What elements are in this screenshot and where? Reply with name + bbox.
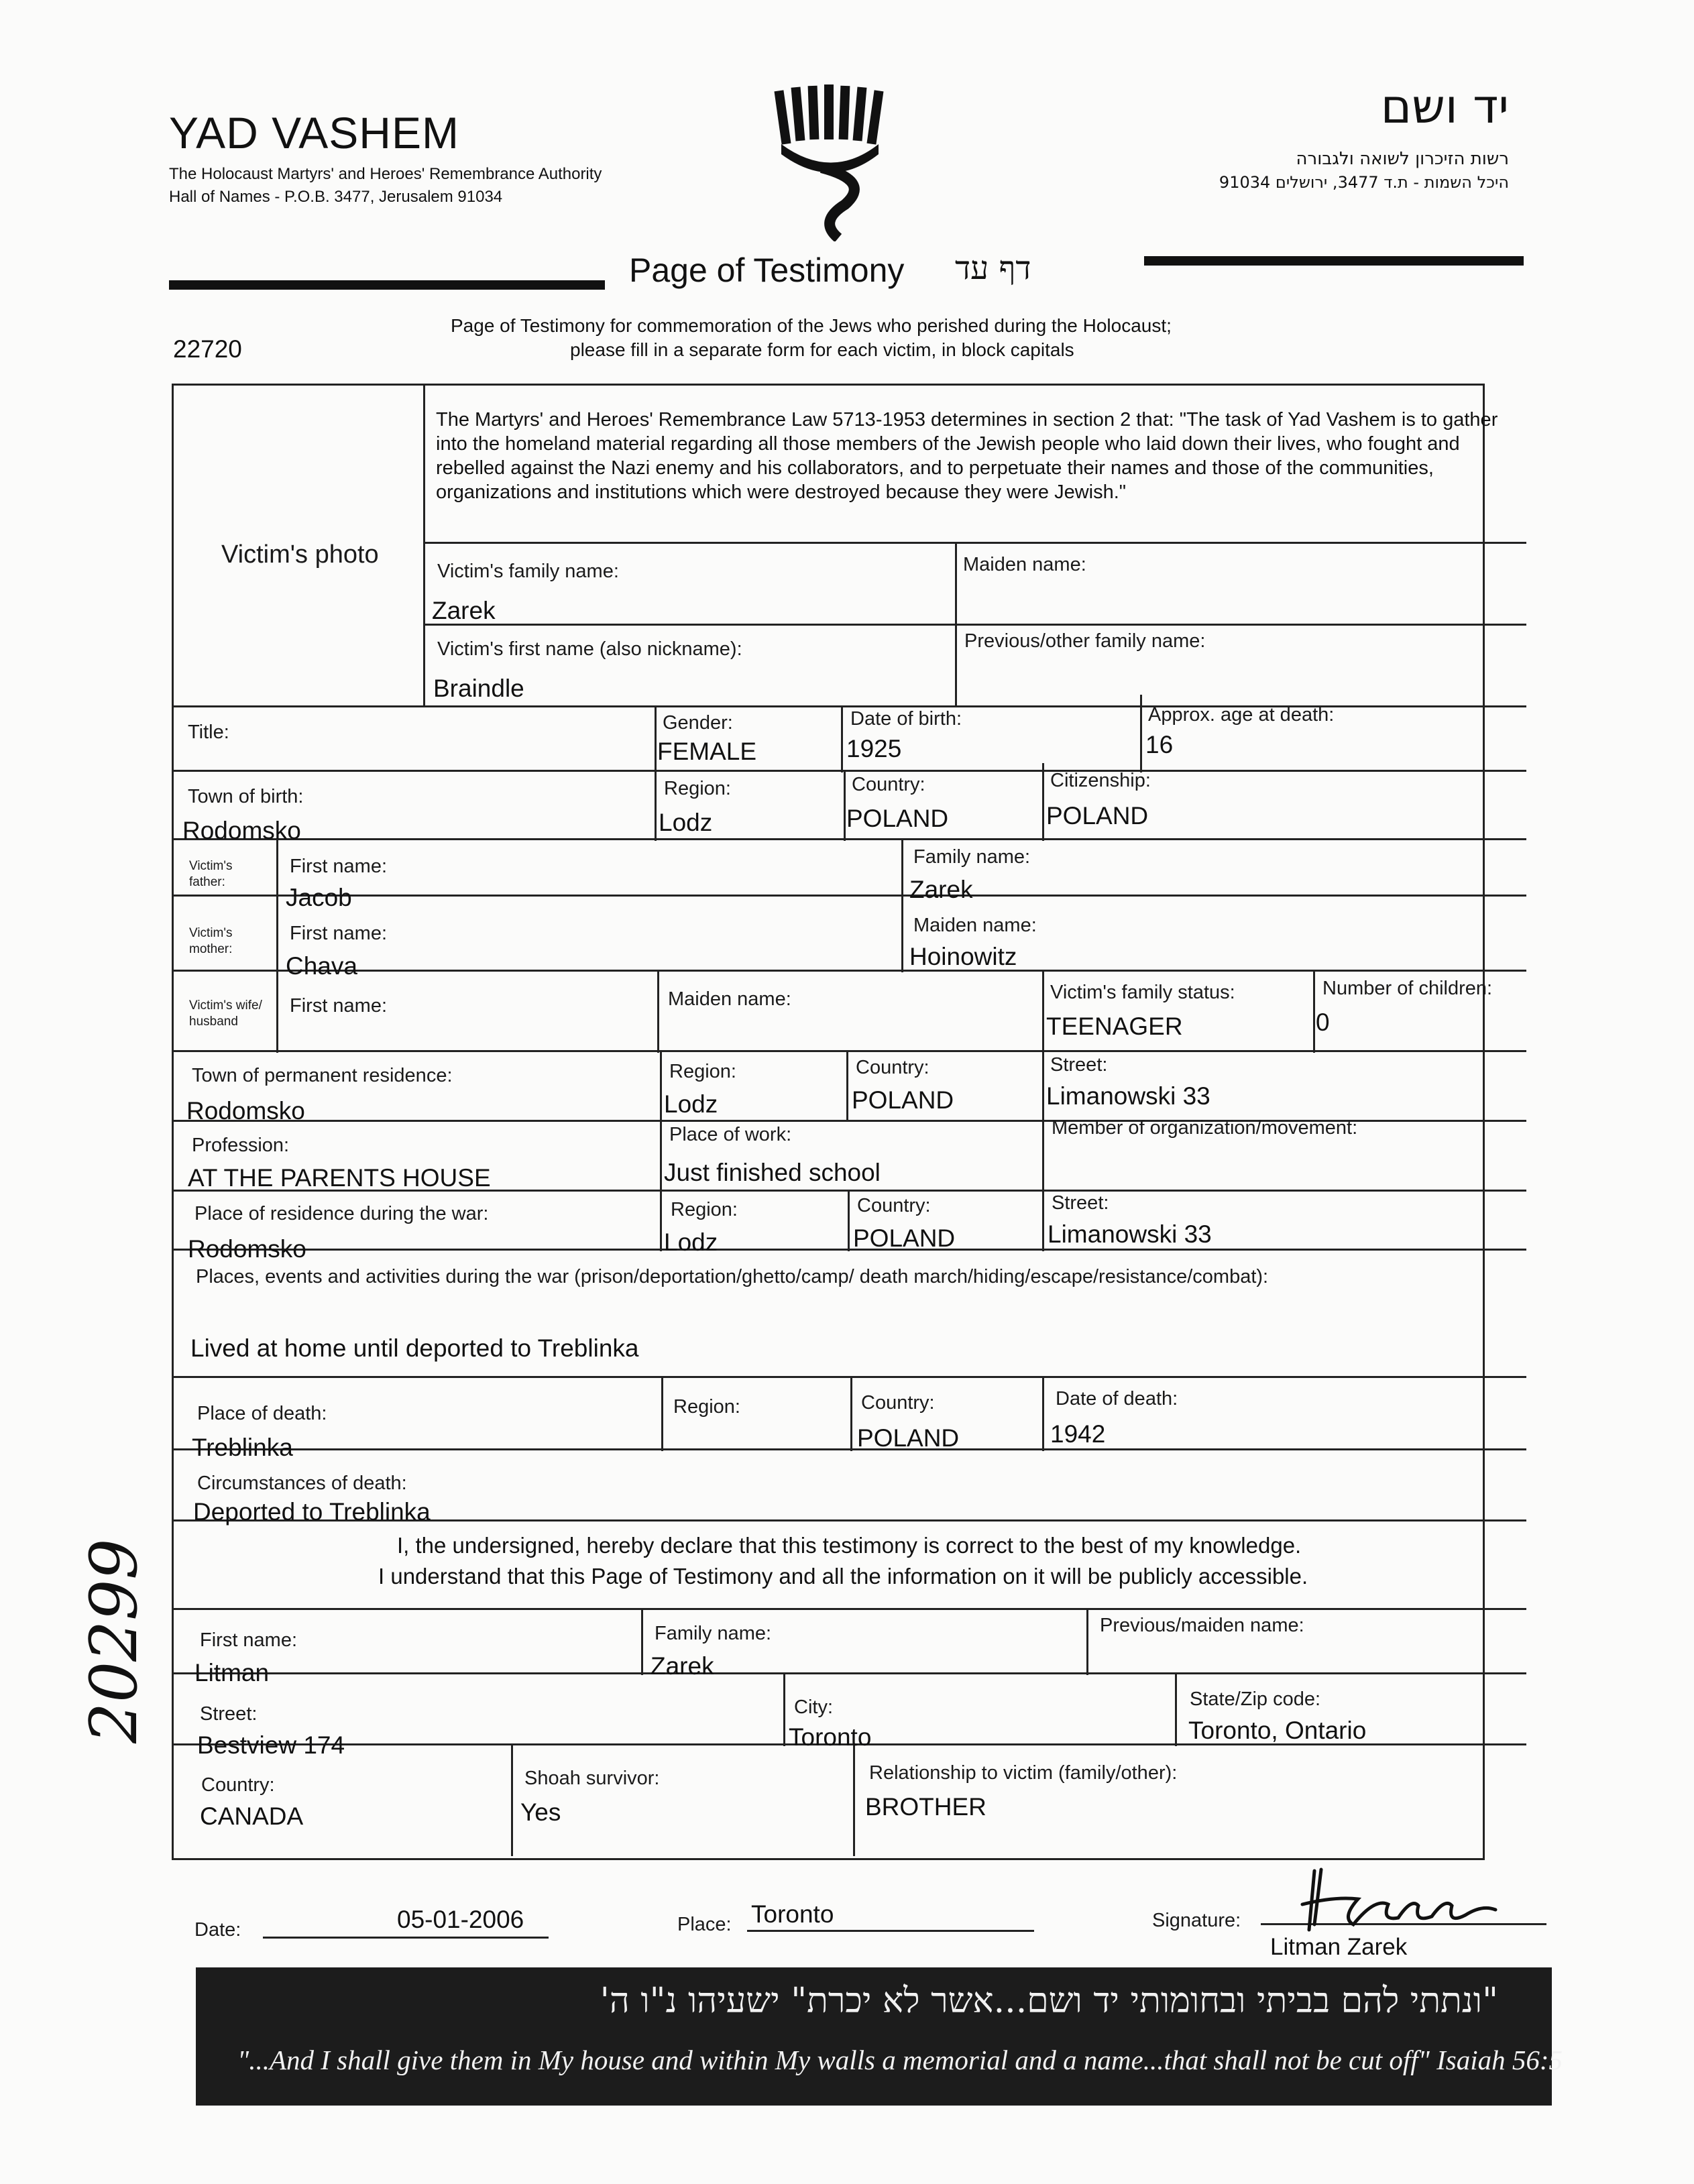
gender-value[interactable]: FEMALE [657,738,757,765]
family-name-label: Victim's family name: [437,561,619,582]
shoah-survivor-label: Shoah survivor: [524,1768,660,1789]
rule [661,1376,663,1451]
rule [641,1608,643,1675]
residence-region-label: Region: [669,1061,736,1082]
father-family-name-value[interactable]: Zarek [909,876,973,903]
rule [848,1190,850,1251]
page-title-hebrew: דף עד [955,249,1031,287]
quote-hebrew: "ונתתי להם בביתי ובחומותי יד ושם...אשר לא יכרת" ישעיהו נ"ו ה' [600,1981,1498,2021]
family-name-value[interactable]: Zarek [432,597,496,624]
place-of-work-value[interactable]: Just finished school [664,1159,881,1186]
signature-label: Signature: [1152,1910,1241,1931]
rule [511,1743,513,1856]
org-subtitle: The Holocaust Martyrs' and Heroes' Remembrance Authority [169,165,602,183]
law-text: The Martyrs' and Heroes' Remembrance Law 5713-1953 determines in section 2 that: "The task of Yad Vashem is to gather into the homeland material regarding all those members of the Jewish people who laid down their lives, who fought and rebelled against the Nazi enemy and his collaborators, and to perpetuate their names and those of the communities, organizations and institutions which were destroyed because they were Jewish." [436,409,1498,503]
rule [1175,1672,1177,1746]
title-rule-left [169,280,605,290]
rule [174,895,1526,897]
town-of-birth-label: Town of birth: [188,786,304,807]
rule [425,542,1526,544]
war-region-label: Region: [671,1199,738,1220]
country-birth-value[interactable]: POLAND [846,805,949,832]
permanent-residence-value[interactable]: Rodomsko [186,1097,305,1125]
war-residence-value[interactable]: Rodomsko [188,1235,306,1263]
previous-family-name-label: Previous/other family name: [964,630,1206,652]
submitter-city-label: City: [794,1697,833,1718]
children-value[interactable]: 0 [1316,1009,1330,1036]
residence-street-label: Street: [1050,1054,1108,1076]
org-name: YAD VASHEM [169,108,459,158]
children-label: Number of children: [1322,978,1493,999]
father-family-name-label: Family name: [913,846,1031,868]
rule [660,1050,662,1251]
maiden-name-label: Maiden name: [963,554,1086,575]
first-name-label: Victim's first name (also nickname): [437,638,742,660]
rule [174,1672,1526,1674]
mother-maiden-name-value[interactable]: Hoinowitz [909,943,1017,970]
quote-banner [196,1967,1563,2106]
submitter-family-name-value[interactable]: Zarek [651,1652,714,1680]
war-street-label: Street: [1052,1192,1109,1214]
region-birth-value[interactable]: Lodz [659,809,713,836]
dob-value[interactable]: 1925 [846,735,902,762]
rule [655,705,657,772]
menorah-logo [771,80,892,241]
first-name-value[interactable]: Braindle [433,675,524,702]
mother-first-name-label: First name: [290,923,388,944]
rule [1042,1050,1044,1251]
rule [174,1608,1526,1610]
profession-label: Profession: [192,1135,290,1156]
org-address: Hall of Names - P.O.B. 3477, Jerusalem 91034 [169,188,503,206]
submitter-previous-name-label: Previous/maiden name: [1100,1615,1304,1636]
residence-region-value[interactable]: Lodz [664,1090,718,1118]
permanent-residence-label: Town of permanent residence: [192,1065,453,1086]
death-country-label: Country: [861,1392,935,1414]
rule [1086,1608,1088,1675]
citizenship-label: Citizenship: [1050,770,1151,791]
document-number: 22720 [173,335,242,363]
relationship-value[interactable]: BROTHER [865,1793,986,1821]
death-region-label: Region: [673,1396,740,1418]
org-subtitle-hebrew: רשות הזיכרון לשואה ולגבורה [1296,149,1509,169]
declaration-line-2: I understand that this Page of Testimony and all the information on it will be publicly accessible. [378,1564,1308,1589]
gender-label: Gender: [663,712,733,734]
town-of-birth-value[interactable]: Rodomsko [182,817,301,844]
rule [425,624,1526,626]
place-of-work-label: Place of work: [669,1124,792,1145]
residence-country-value[interactable]: POLAND [852,1086,954,1114]
mother-first-name-value[interactable]: Chava [286,952,357,980]
intro-text-2: please fill in a separate form for each victim, in block capitals [570,339,1074,360]
submitter-street-value[interactable]: Bestview 174 [197,1731,345,1759]
country-birth-label: Country: [852,774,925,795]
date-underline [263,1937,549,1939]
place-of-death-value[interactable]: Treblinka [192,1434,293,1461]
rule [655,770,657,841]
declaration-line-1: I, the undersigned, hereby declare that this testimony is correct to the best of my knowledge. [397,1533,1302,1558]
rule [783,1672,785,1746]
rule [174,1448,1526,1450]
dob-label: Date of birth: [850,708,962,730]
rule [850,1376,852,1451]
war-street-value[interactable]: Limanowski 33 [1048,1220,1212,1248]
signature-mark [1294,1857,1516,1938]
family-status-label: Victim's family status: [1050,982,1235,1003]
place-underline [747,1930,1034,1932]
rule [276,838,278,1053]
org-address-hebrew: היכל השמות - ת.ד 3477, ירושלים 91034 [1219,173,1509,192]
rule [174,1249,1526,1251]
quote-english: "...And I shall give them in My house and within My walls a memorial and a name...that shall not be cut off" Isaiah 56:5 [237,2045,1563,2075]
war-events-label: Places, events and activities during the war (prison/deportation/ghetto/camp/ death march/hiding/escape/resistance/combat): [196,1266,1269,1287]
place-value[interactable]: Toronto [751,1900,834,1928]
spouse-side-label: Victim's wife/ husband [189,998,262,1029]
father-side-label: Victim's father: [189,859,233,889]
war-residence-label: Place of residence during the war: [194,1203,489,1224]
title-label: Title: [188,722,229,743]
rule [174,970,1526,972]
rule [1042,1376,1044,1451]
residence-country-label: Country: [856,1057,929,1078]
war-country-value[interactable]: POLAND [853,1224,956,1252]
rule [1042,763,1044,841]
age-label: Approx. age at death: [1148,704,1335,726]
shoah-survivor-value[interactable]: Yes [520,1798,561,1826]
rule [1313,970,1315,1053]
intro-text-1: Page of Testimony for commemoration of the Jews who perished during the Holocaust; [451,315,1172,336]
signer-name: Litman Zarek [1270,1934,1408,1960]
death-circumstances-label: Circumstances of death: [197,1473,407,1494]
date-value[interactable]: 05-01-2006 [397,1906,524,1933]
page-title: Page of Testimony [629,251,905,289]
submitter-first-name-label: First name: [200,1629,298,1651]
rule [174,1050,1526,1052]
rule [1140,695,1142,772]
rule [846,1050,848,1120]
place-of-death-label: Place of death: [197,1403,327,1424]
relationship-label: Relationship to victim (family/other): [869,1762,1178,1784]
submitter-country-value[interactable]: CANADA [200,1802,304,1830]
profession-value[interactable]: AT THE PARENTS HOUSE [188,1164,491,1192]
submitter-family-name-label: Family name: [655,1623,772,1644]
rule [657,970,659,1053]
org-name-hebrew: יד ושם [1380,79,1509,134]
date-of-death-value[interactable]: 1942 [1050,1420,1106,1448]
date-of-death-label: Date of death: [1056,1388,1178,1410]
residence-street-value[interactable]: Limanowski 33 [1046,1082,1210,1110]
place-label: Place: [677,1914,732,1935]
mother-side-label: Victim's mother: [189,926,233,956]
war-events-value[interactable]: Lived at home until deported to Treblinka [190,1334,639,1362]
submitter-city-value[interactable]: Toronto [789,1723,872,1751]
title-rule-right [1144,256,1524,266]
rule [853,1743,855,1856]
rule [1042,970,1044,1053]
photo-label: Victim's photo [221,540,379,569]
rule [844,770,846,841]
spouse-maiden-name-label: Maiden name: [668,988,791,1010]
citizenship-value[interactable]: POLAND [1046,802,1149,829]
age-value[interactable]: 16 [1145,731,1174,758]
submitter-state-value[interactable]: Toronto, Ontario [1188,1717,1367,1744]
war-country-label: Country: [857,1195,931,1216]
region-birth-label: Region: [664,778,731,799]
submitter-state-label: State/Zip code: [1190,1688,1321,1710]
spouse-first-name-label: First name: [290,995,388,1017]
rule [174,770,1526,772]
margin-handwritten-number: 20299 [76,1538,152,1743]
death-circumstances-value[interactable]: Deported to Treblinka [193,1498,431,1526]
submitter-street-label: Street: [200,1703,258,1725]
date-label: Date: [194,1919,241,1941]
war-region-value[interactable]: Lodz [664,1228,718,1256]
rule [174,838,1526,840]
father-first-name-label: First name: [290,856,388,877]
submitter-first-name-value[interactable]: Litman [194,1659,270,1686]
organization-label: Member of organization/movement: [1052,1117,1358,1139]
mother-maiden-name-label: Maiden name: [913,915,1037,936]
family-status-value[interactable]: TEENAGER [1046,1013,1183,1040]
rule [841,705,843,772]
father-first-name-value[interactable]: Jacob [286,884,352,911]
death-country-value[interactable]: POLAND [857,1424,960,1452]
submitter-country-label: Country: [201,1774,275,1796]
rule [901,838,903,972]
